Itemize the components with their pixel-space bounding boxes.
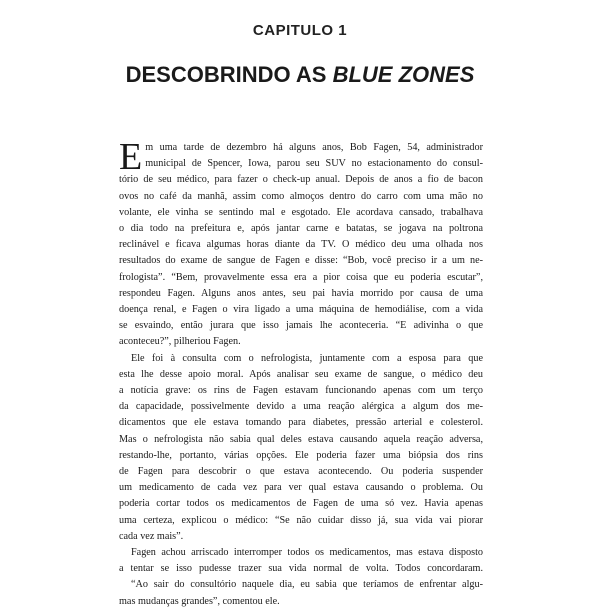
text-line: doença renal, e Fagen o vira ligado a uma máquina de hemodiálise, com a vida	[119, 304, 483, 316]
text-line: volante, ele vinha se sentindo mal e esgotado. Ele acordava cansado, trabalhava	[119, 206, 483, 218]
text-line: se esvaindo, então jurara que isso jamais lhe aconteceria. “E adivinha o que	[119, 320, 483, 332]
text-line: reclinável e ficava algumas horas diante da TV. O médico deu uma olhada nos	[119, 239, 483, 251]
chapter-body-text	[119, 136, 483, 610]
text-line: mas mudanças grandes”, comentou ele.	[119, 595, 280, 607]
chapter-title-emphasis: BLUE ZONES	[332, 62, 475, 87]
text-line: m uma tarde de dezembro há alguns anos, Bob Fagen, 54, administrador	[145, 142, 483, 153]
chapter-label: CAPITULO 1	[252, 22, 348, 39]
text-line: a tentar se isso pudesse trazer sua vida normal de volta. Todos concordaram.	[119, 563, 483, 575]
text-line: a notícia grave: os rins de Fagen estavam funcionando apenas com um terço	[119, 385, 483, 397]
text-line: tório de seu médico, para fazer o check-up anual. Depois de anos a fio de bacon	[119, 174, 483, 186]
text-line: da capacidade, possivelmente devido a uma reação alérgica a algum dos me-	[119, 401, 483, 413]
text-line: respondeu Fagen. Alguns anos antes, seu pai havia morrido por causa de uma	[119, 287, 483, 299]
chapter-title	[0, 62, 600, 88]
text-line: restando-lhe, portanto, várias opções. Ele poderia fazer uma biópsia dos rins	[119, 449, 483, 461]
text-line: de Fagen para descobrir o que estava acontecendo. Ou poderia suspender	[119, 466, 483, 478]
text-line: Ele foi à consulta com o nefrologista, juntamente com a esposa para que	[131, 352, 483, 364]
text-line: dicamentos que ele estava tomando para diabetes, pressão arterial e colesterol.	[119, 417, 483, 429]
text-line: o dia todo na prefeitura e, após jantar carne e batatas, se jogava na poltrona	[119, 223, 483, 235]
text-line: Mas o nefrologista não sabia qual deles estava causando aquela reação adversa,	[119, 433, 483, 445]
text-line: Fagen achou arriscado interromper todos os medicamentos, mas estava disposto	[131, 547, 483, 559]
text-line: ovos no café da manhã, assim como almoços dentro do carro com uma mão no	[119, 190, 483, 202]
text-line: poderia cortar todos os medicamentos de Fagen de uma só vez. Havia apenas	[119, 498, 483, 510]
text-line: cada vez mais”.	[119, 530, 184, 542]
text-line: resultados do exame de sangue de Fagen e disse: “Bob, você preciso ir a um ne-	[119, 255, 483, 267]
opening-paragraph-lines	[119, 136, 483, 178]
text-line: municipal de Spencer, Iowa, parou seu SUV no estacionamento do consul-	[145, 158, 483, 170]
drop-cap: E	[119, 136, 143, 178]
chapter-title-main: DESCOBRINDO AS	[125, 62, 333, 87]
text-line: um medicamento de cada vez para ver qual estava causando o problema. Ou	[119, 482, 483, 494]
text-line: “Ao sair do consultório naquele dia, eu sabia que teríamos de enfrentar algu-	[131, 579, 483, 591]
text-line: uma certeza, explicou o médico: “Se não cuidar disso já, sua vida vai piorar	[119, 514, 483, 526]
text-line: frologista”. “Bem, provavelmente essa era a pior coisa que eu poderia escutar”,	[119, 271, 483, 283]
text-line: esta lhe desse apoio moral. Após analisar seu exame de sangue, o médico deu	[119, 368, 483, 380]
text-line: aconteceu?”, pilheriou Fagen.	[119, 336, 241, 348]
